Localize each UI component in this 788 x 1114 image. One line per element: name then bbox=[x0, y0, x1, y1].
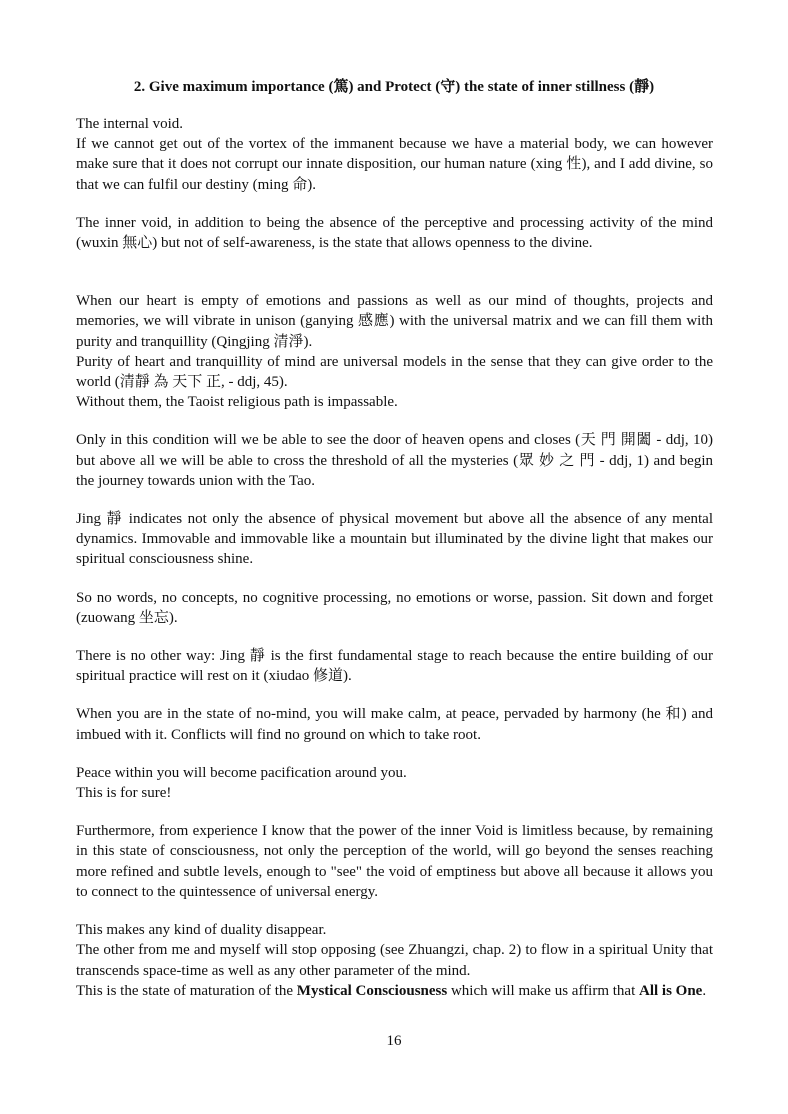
paragraph-heart-empty: When our heart is empty of emotions and passions as well as our mind of thoughts, projects and memories, we will vibrate in unison (ganying 感應) with the universal matrix and we can fill them with purity and tranquillity (Qingjing 清淨). bbox=[76, 293, 713, 350]
bold-all-is-one: All is One bbox=[638, 982, 703, 999]
paragraph-no-mind: When you are in the state of no-mind, you will make calm, at peace, pervaded by harmony (he 和) and imbued with it. Conflicts will find no ground on which to take root. bbox=[76, 706, 713, 743]
paragraph-inner-void: The inner void, in addition to being the absence of the perceptive and processing activity of the mind (wuxin 無心) but not of self-awareness, is the state that allows openness to the divine. bbox=[76, 214, 713, 252]
text-run: This is the state of maturation of the bbox=[76, 982, 297, 999]
paragraph-furthermore: Furthermore, from experience I know that the power of the inner Void is limitless because, by remaining in this state of consciousness, not only the perception of the world, will go beyond the senses reaching more refined and subtle levels, enough to "see" the void of emptiness but above all because it allows you to connect to the quintessence of universal energy. bbox=[76, 823, 713, 900]
paragraph-internal-void: If we cannot get out of the vortex of the immanent because we have a material body, we can however make sure that it does not corrupt our innate disposition, our human nature (xing 性), and I add divine, so that we can fulfil our destiny (ming 命). bbox=[76, 136, 713, 193]
page-number: 16 bbox=[386, 1033, 402, 1049]
paragraph-door-of-heaven: Only in this condition will we be able to see the door of heaven opens and closes (天 門 開闔 - ddj, 10) but above all we will be able to cross the threshold of all the mysteries (眾 妙 之 門 - ddj, 1) and begin the journey towards union with the Tao. bbox=[76, 432, 713, 489]
paragraph-mystical-consciousness bbox=[76, 981, 713, 1001]
paragraph-without-them: Without them, the Taoist religious path is impassable. bbox=[76, 394, 398, 411]
paragraph-duality: This makes any kind of duality disappear. bbox=[76, 922, 327, 939]
paragraph-jing: Jing 靜 indicates not only the absence of physical movement but above all the absence of any mental dynamics. Immovable and immovable like a mountain but illuminated by the divine light that makes our spiritual consciousness shine. bbox=[76, 511, 713, 568]
section-heading: 2. Give maximum importance (篤) and Protect (守) the state of inner stillness (靜) bbox=[133, 79, 655, 95]
text-run: which will make us affirm that bbox=[447, 982, 639, 999]
bold-mystical-consciousness: Mystical Consciousness bbox=[296, 982, 448, 999]
paragraph-for-sure: This is for sure! bbox=[76, 785, 172, 802]
paragraph-no-words: So no words, no concepts, no cognitive processing, no emotions or worse, passion. Sit down and forget (zuowang 坐忘). bbox=[76, 589, 713, 626]
paragraph-no-other-way: There is no other way: Jing 靜 is the first fundamental stage to reach because the entire building of our spiritual practice will rest on it (xiudao 修道). bbox=[76, 648, 713, 685]
paragraph-purity: Purity of heart and tranquillity of mind are universal models in the sense that they can give order to the world (清靜 為 天下 正, - ddj, 45). bbox=[76, 353, 713, 391]
paragraph-peace: Peace within you will become pacification around you. bbox=[76, 764, 407, 781]
paragraph-internal-void-title: The internal void. bbox=[76, 116, 184, 132]
body-text bbox=[76, 114, 713, 1001]
text-run: . bbox=[702, 982, 707, 999]
paragraph-other-from-me: The other from me and myself will stop opposing (see Zhuangzi, chap. 2) to flow in a spiritual Unity that transcends space-time as well as any other parameter of the mind. bbox=[76, 942, 713, 979]
